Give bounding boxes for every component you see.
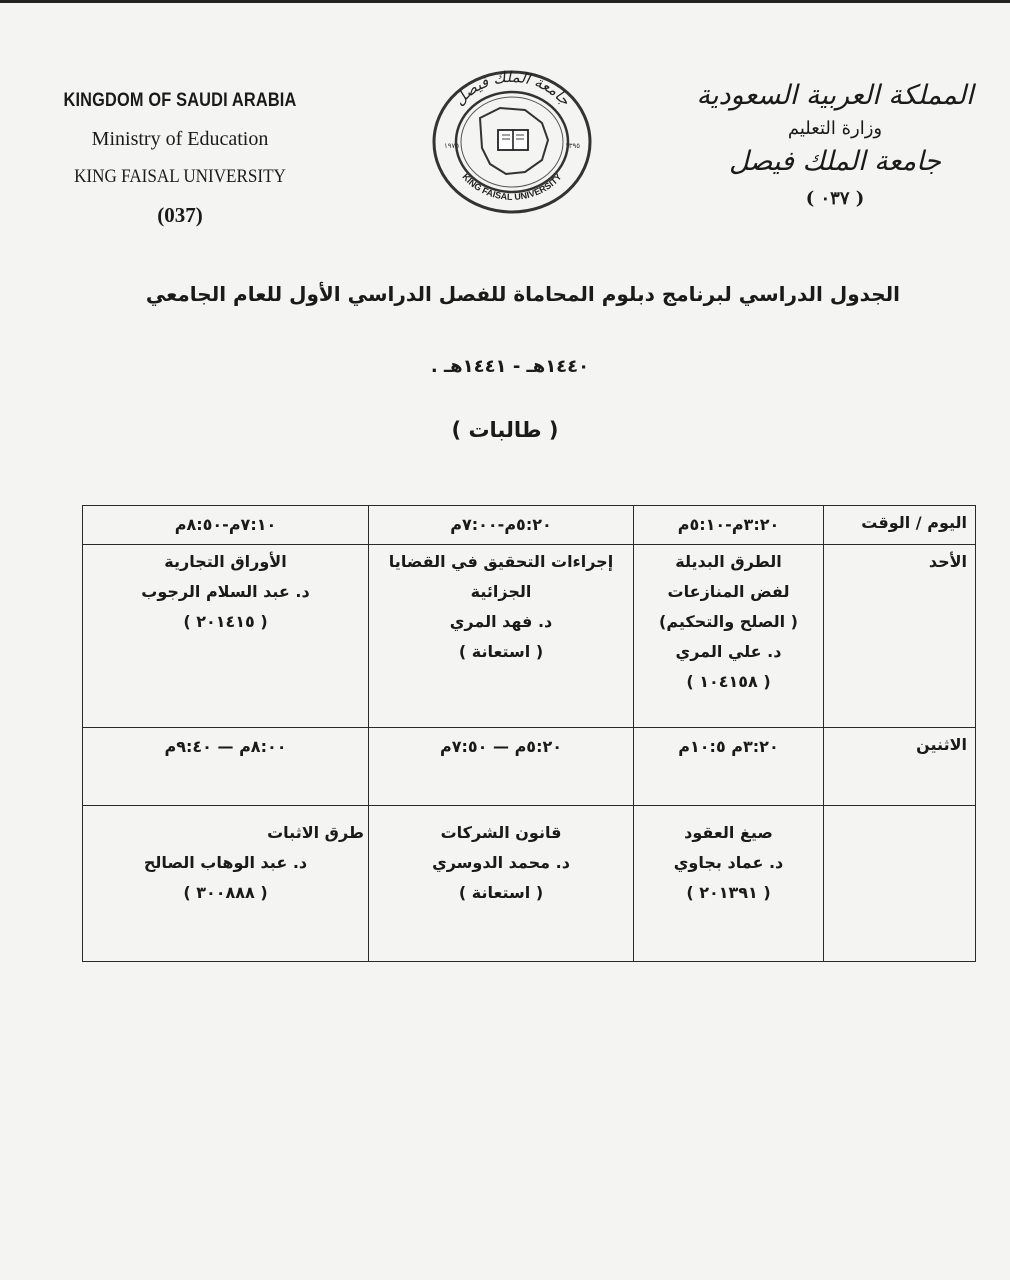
table-row-sunday xyxy=(83,545,976,728)
course-name-cont: ( الصلح والتحكيم) xyxy=(659,612,798,631)
course-name: صيغ العقود xyxy=(684,823,773,842)
instructor-id: ( استعانة ) xyxy=(458,883,544,902)
english-header xyxy=(40,82,320,234)
instructor-name: د. علي المري xyxy=(675,642,782,661)
header-day-time: اليوم / الوقت xyxy=(824,506,976,545)
course-name: إجراءات التحقيق في القضايا xyxy=(388,552,614,571)
university-seal-logo xyxy=(430,68,595,216)
seal-arabic-text: جامعة الملك فيصل xyxy=(450,68,575,110)
instructor-name: د. عبد الوهاب الصالح xyxy=(143,853,308,872)
monday-slot-1 xyxy=(634,806,824,962)
academic-years: ١٤٤٠هـ - ١٤٤١هـ . xyxy=(430,356,590,377)
document-subtitle: ( طالبات ) xyxy=(451,418,559,442)
instructor-name: د. عبد السلام الرجوب xyxy=(141,582,310,601)
table-row-monday xyxy=(83,806,976,962)
ministry-name-arabic: وزارة التعليم xyxy=(787,118,883,139)
schedule-table xyxy=(82,505,976,962)
course-name: الأوراق التجارية xyxy=(164,552,287,571)
top-border-line xyxy=(0,0,1010,3)
university-name: KING FAISAL UNIVERSITY xyxy=(74,166,286,187)
kingdom-name: KINGDOM OF SAUDI ARABIA xyxy=(63,90,297,111)
ministry-name: Ministry of Education xyxy=(91,128,269,150)
monday-time-1: ٣:٢٠م ١٠:٥م xyxy=(634,728,824,806)
sunday-slot-3 xyxy=(83,545,369,728)
course-name: الطرق البديلة xyxy=(675,552,782,571)
monday-empty-cell xyxy=(824,806,976,962)
header-slot-2: ٥:٢٠م-٧:٠٠م xyxy=(369,506,634,545)
open-book-icon xyxy=(498,130,528,150)
monday-slot-2 xyxy=(369,806,634,962)
monday-time-2: ٥:٢٠م — ٧:٥٠م xyxy=(369,728,634,806)
seal-year-left: ١٩٧٥ xyxy=(444,142,460,150)
document-title: الجدول الدراسي لبرنامج دبلوم المحاماة للفصل الدراسي الأول للعام الجامعي xyxy=(145,282,900,306)
seal-year-right: ١٣٩٥ xyxy=(565,142,581,150)
svg-text:جامعة الملك فيصل xyxy=(450,68,574,110)
table-row-monday-times xyxy=(83,728,976,806)
course-name: طرق الاثبات xyxy=(267,823,364,842)
monday-time-3: ٨:٠٠م — ٩:٤٠م xyxy=(83,728,369,806)
kingdom-name-arabic: المملكة العربية السعودية xyxy=(696,80,974,111)
header-slot-3: ٧:١٠م-٨:٥٠م xyxy=(83,506,369,545)
instructor-name: د. عماد بجاوي xyxy=(673,853,784,872)
instructor-id: ( استعانة ) xyxy=(458,642,544,661)
course-name-cont: لفض المنازعات xyxy=(667,582,790,601)
document-code: (037) xyxy=(157,203,203,227)
instructor-id: ( ٣٠٠٨٨٨ ) xyxy=(183,883,268,902)
document-code-arabic: ( ٠٣٧ ) xyxy=(805,188,865,209)
table-header-row xyxy=(83,506,976,545)
instructor-name: د. فهد المري xyxy=(449,612,553,631)
instructor-name: د. محمد الدوسري xyxy=(432,853,570,872)
day-monday: الاثنين xyxy=(824,728,976,806)
arabic-header xyxy=(690,76,980,216)
instructor-id: ( ١٠٤١٥٨ ) xyxy=(686,672,771,691)
course-name: قانون الشركات xyxy=(440,823,562,842)
header-slot-1: ٣:٢٠م-٥:١٠م xyxy=(634,506,824,545)
seal-english-text: KING FAISAL UNIVERSITY xyxy=(460,171,564,202)
instructor-id: ( ٢٠١٣٩١ ) xyxy=(686,883,771,902)
day-sunday: الأحد xyxy=(824,545,976,728)
instructor-id: ( ٢٠١٤١٥ ) xyxy=(183,612,268,631)
monday-slot-3 xyxy=(83,806,369,962)
university-name-arabic: جامعة الملك فيصل xyxy=(729,146,941,177)
sunday-slot-1 xyxy=(634,545,824,728)
course-name-cont: الجزائية xyxy=(470,582,532,601)
sunday-slot-2 xyxy=(369,545,634,728)
